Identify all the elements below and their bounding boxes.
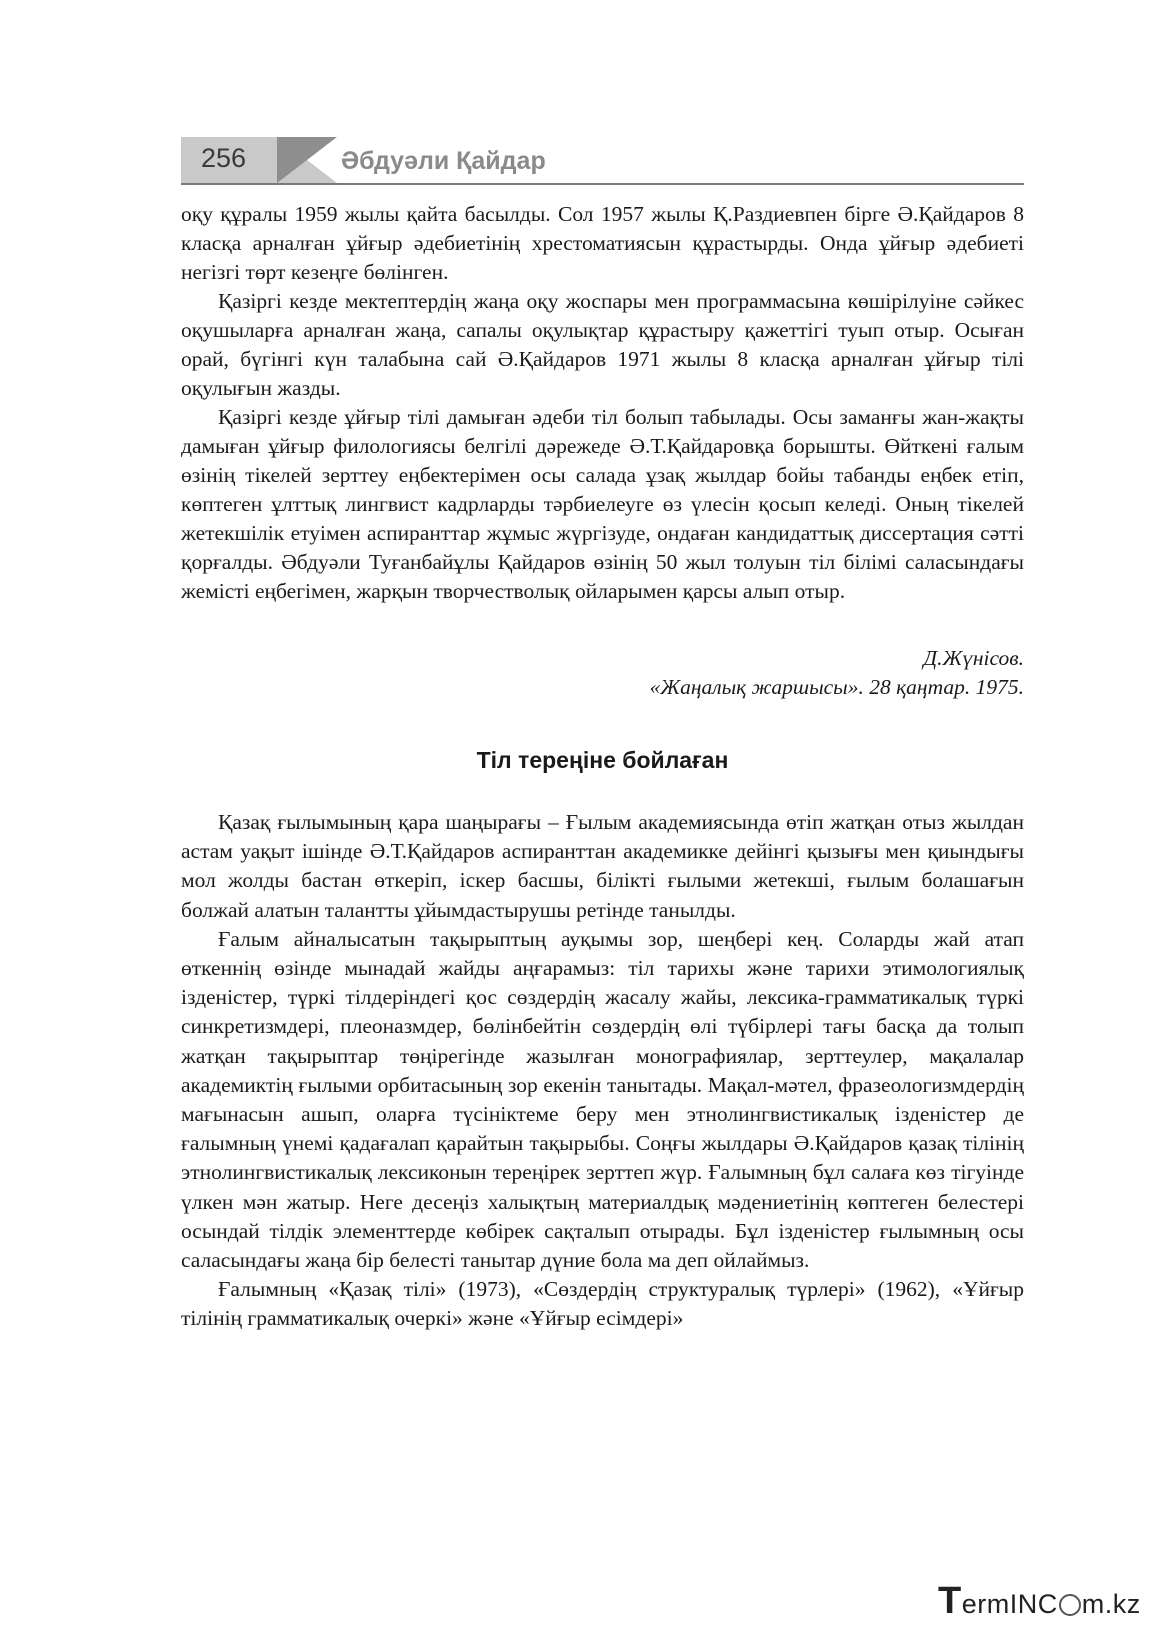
watermark-initial: T — [938, 1580, 962, 1622]
page-number-box — [181, 137, 277, 183]
watermark-middle: ermINC — [961, 1589, 1058, 1619]
paragraph: оқу құралы 1959 жылы қайта басылды. Сол 1957 жылы Қ.Раздиевпен бірге Ә.Қайдаров 8 класқа арналған ұйғыр әдебиетінің хрестоматиясын құрастырды. Онда ұйғыр әдебиеті негізгі төрт кезеңге бөлінген. — [181, 202, 1024, 284]
magnifier-icon — [1059, 1594, 1081, 1616]
page-number: 256 — [201, 143, 247, 173]
paragraph: Ғалым айналысатын тақырыптың ауқымы зор, шеңбері кең. Соларды жай атап өткеннің өзінде мынадай жайды аңғарамыз: тіл тарихы және тарихи этимологиялық ізденістер, түркі тілдеріндегі қос сөздердің жасалу жайы, лексика-грамматикалық түркі синкретизмдері, плеоназмдер, бөлінбейтін сөздердің өлі түбірлері тағы басқа да толып жатқан тақырыптар төңірегінде жазылған монографиялар, зерттеулер, мақалалар академиктің ғылыми орбитасының зор екенін танытады. Мақал-мәтел, фразеологизмдердің мағынасын ашып, оларға түсініктеме беру мен этнолингвистикалық ізденістер де ғалымның үнемі қадағалап қарайтын тақырыбы. Соңғы жылдары Ә.Қайдаров қазақ тілінің этнолингвистикалық лексиконын тереңірек зерттеп жүр. Ғалымның бұл салаға көз тігуінде үлкен мән жатыр. Неге десеңіз халықтың материалдық мәдениетінің көптеген белестері осындай тілдік элементтерде көбірек сақталып отырады. Бұл ізденістер ғылымның осы саласындағы жаңа бір белесті танытар дүние бола ма деп ойлаймыз. — [181, 926, 1024, 1273]
section-heading: Тіл тереңіне бойлаған — [476, 747, 729, 773]
page-header — [181, 137, 1024, 185]
paragraph: Қазақ ғылымының қара шаңырағы – Ғылым академиясында өтіп жатқан отыз жылдан астам уақыт ішінде Ә.Т.Қайдаров аспиранттан академикке дейінгі қызығы мен қиындығы мол жолды бастан өткеріп, іскер басшы, білікті ғылыми жетекші, ғылым болашағын болжай алатын талантты ұйымдастырушы ретінде танылды. — [181, 810, 1024, 922]
watermark-end: m.kz — [1081, 1589, 1141, 1619]
article-1-source: «Жаңалық жаршысы». 28 қаңтар. 1975. — [649, 675, 1024, 699]
header-rule — [181, 183, 1024, 185]
paragraph: Қазіргі кезде мектептердің жаңа оқу жоспары мен программасына көшірілуіне сәйкес оқушыларға арналған жаңа, сапалы оқулықтар құрастыру қажеттігі туып отыр. Осыған орай, бүгінгі күн талабына сай Ә.Қайдаров 1971 жылы 8 класқа арналған ұйғыр тілі оқулығын жазды. — [181, 289, 1024, 400]
paragraph: Қазіргі кезде ұйғыр тілі дамыған әдеби тіл болып табылады. Осы заманғы жан-жақты дамыған ұйғыр филологиясы белгілі дәрежеде Ә.Т.Қайдаровқа борышты. Өйткені ғалым өзінің тікелей зерттеу еңбектерімен осы салада ұзақ жылдар бойы табанды еңбек етіп, көптеген ұлттық лингвист кадрларды тәрбиелеуге өз үлесін қосып келеді. Оның тікелей жетекшілік етуімен аспиранттар жұмыс жүргізуде, ондаған кандидаттық диссертация сәтті қорғалды. Әбдуәли Туғанбайұлы Қайдаров өзінің 50 жыл толуын тіл білімі саласындағы жемісті еңбегімен, жарқын творчестволық ойларымен қарсы алып отыр. — [181, 405, 1024, 603]
header-decoration-dark — [277, 137, 337, 183]
article-1-body — [181, 200, 1024, 606]
termincom-watermark — [938, 1580, 1141, 1623]
article-1-author: Д.Жүнісов. — [923, 646, 1024, 670]
paragraph: Ғалымның «Қазақ тілі» (1973), «Сөздердің структуралық түрлері» (1962), «Ұйғыр тілінің грамматикалық очеркі» және «Ұйғыр есімдері» — [181, 1277, 1024, 1331]
article-2-body — [181, 808, 1024, 1334]
running-title: Әбдуәли Қайдар — [341, 147, 546, 175]
